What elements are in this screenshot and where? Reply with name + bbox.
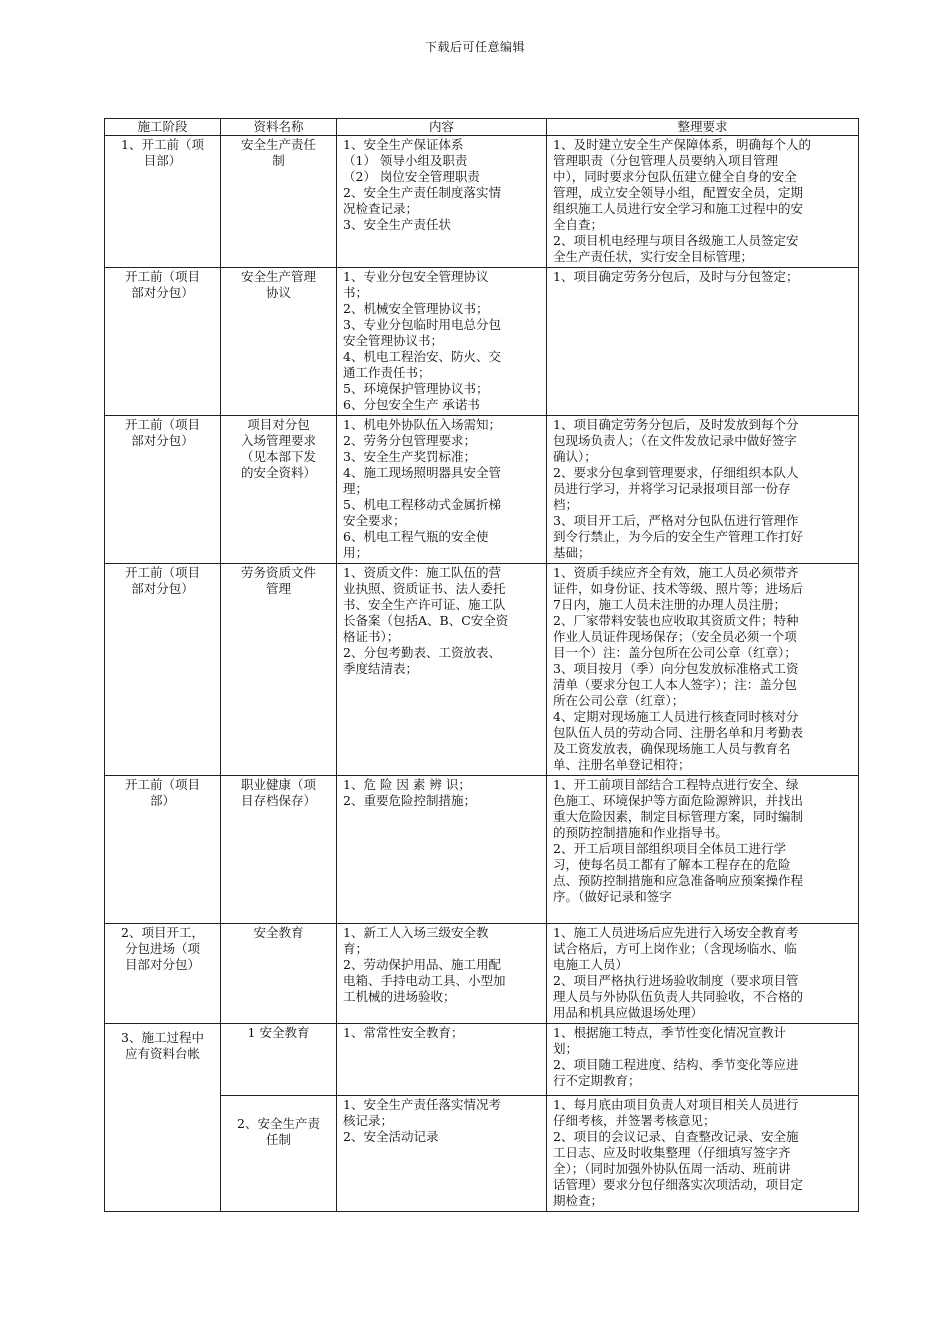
requirement-line: 试合格后，方可上岗作业；（含现场临水、临 [553, 941, 797, 956]
content-line: 安全要求； [343, 513, 406, 528]
stage-line: 部） [149, 793, 175, 808]
content-line: 3、安全生产奖罚标准； [343, 449, 476, 464]
content-line: 5、机电工程移动式金属折梯 [343, 497, 501, 512]
content-line: 4、机电工程治安、防火、交 [343, 349, 501, 364]
requirement-line: 1、项目确定劳务分包后，及时与分包签定； [553, 269, 799, 284]
content-cell [337, 564, 547, 776]
content-line: 6、分包安全生产 承诺书 [343, 397, 480, 412]
requirement-line: 4、定期对现场施工人员进行核查同时核对分 [553, 709, 799, 724]
document-name-cell [221, 776, 337, 924]
content-line: 1、专业分包安全管理协议 [343, 269, 489, 284]
content-line: 电箱、手持电动工具、小型加 [343, 973, 506, 988]
table-row [105, 136, 859, 268]
requirement-line: 序。（做好记录和签字 [553, 889, 672, 904]
requirement-line: 电施工人员） [553, 957, 629, 972]
content-line: 1、新工人入场三级安全教 [343, 925, 489, 940]
stage-line: 部对分包） [131, 581, 194, 596]
requirement-line: 1、项目确定劳务分包后，及时发放到每个分 [553, 417, 799, 432]
content-line: 长备案（包括A、B、C安全资 [343, 613, 509, 628]
requirement-line: 证件，如身份证、技术等级、照片等；进场后 [553, 581, 804, 596]
name-line: 任制 [265, 1132, 291, 1147]
header-content: 内容 [337, 119, 547, 136]
document-name-cell [221, 268, 337, 416]
requirement-line: 期检查； [553, 1193, 604, 1208]
requirement-line: 全生产责任状，实行安全目标管理； [553, 249, 754, 264]
name-line: 1 安全教育 [247, 1025, 310, 1040]
table-row [105, 268, 859, 416]
requirement-line: 目一个）注：盖分包所在公司公章（红章）； [553, 645, 797, 660]
table-row [105, 564, 859, 776]
content-line: （2） 岗位安全管理职责 [343, 169, 480, 184]
content-line: 用； [343, 545, 369, 560]
stage-cell [105, 416, 221, 564]
requirement-line: 1、每月底由项目负责人对项目相关人员进行 [553, 1097, 799, 1112]
requirement-line: 1、开工前项目部结合工程特点进行安全、绿 [553, 777, 799, 792]
content-line: 2、安全生产责任制度落实情 [343, 185, 501, 200]
stage-line: 3、施工过程中 [121, 1030, 204, 1045]
stage-line: 分包进场（项 [124, 941, 200, 956]
content-line: 格证书）； [343, 629, 400, 644]
content-line: 1、安全生产责任落实情况考 [343, 1097, 501, 1112]
document-name-cell [221, 564, 337, 776]
requirement-line: 仔细考核，并签署考核意见； [553, 1113, 716, 1128]
content-cell [337, 268, 547, 416]
stage-line: 2、项目开工， [121, 925, 204, 940]
table-row [105, 776, 859, 924]
stage-cell [105, 776, 221, 924]
name-line: 安全生产责任 [240, 137, 316, 152]
content-cell [337, 416, 547, 564]
requirement-line: 全自查； [553, 217, 604, 232]
table-row [105, 416, 859, 564]
table-row [105, 1024, 859, 1096]
requirement-line: 确认）； [553, 449, 597, 464]
requirement-line: 7日内，施工人员未注册的办理人员注册； [553, 597, 786, 612]
stage-line: 开工前（项目 [124, 417, 200, 432]
requirement-line: 及工资发放表，确保现场施工人员与教育名 [553, 741, 791, 756]
name-line: 目存档保存） [240, 793, 316, 808]
requirements-cell [547, 776, 859, 924]
name-line: 制 [272, 153, 285, 168]
content-line: 1、资质文件：施工队伍的营 [343, 565, 501, 580]
header-note: 下载后可任意编辑 [424, 40, 525, 54]
requirement-line: 管理，成立安全领导小组，配置安全员，定期 [553, 185, 804, 200]
requirements-cell [547, 268, 859, 416]
requirement-line: 理人员与外协队伍负责人共同验收，不合格的 [553, 989, 804, 1004]
content-cell [337, 924, 547, 1024]
content-line: （1） 领导小组及职责 [343, 153, 468, 168]
requirement-line: 单、注册名单登记相符； [553, 757, 691, 772]
requirement-line: 2、项目机电经理与项目各级施工人员签定安 [553, 233, 799, 248]
requirement-line: 到令行禁止，为今后的安全生产管理工作打好 [553, 529, 804, 544]
document-name-cell [221, 1096, 337, 1212]
requirement-line: 话管理）要求分包仔细落实次项活动，项目定 [553, 1177, 804, 1192]
content-line: 核记录； [343, 1113, 394, 1128]
table-body [105, 136, 859, 1212]
document-name-cell [221, 924, 337, 1024]
name-line: （见本部下发 [240, 449, 316, 464]
name-line: 安全生产管理 [240, 269, 316, 284]
name-line: 协议 [265, 285, 291, 300]
header-requirements: 整理要求 [547, 119, 859, 136]
stage-line: 开工前（项目 [124, 269, 200, 284]
requirement-line: 1、资质手续应齐全有效，施工人员必须带齐 [553, 565, 799, 580]
content-line: 4、施工现场照明器具安全管 [343, 465, 501, 480]
content-line: 书、安全生产许可证、施工队 [343, 597, 506, 612]
document-name-cell [221, 416, 337, 564]
content-line: 业执照、资质证书、法人委托 [343, 581, 506, 596]
content-line: 育； [343, 941, 369, 956]
table-row [105, 924, 859, 1024]
requirement-line: 的预防控制措施和作业指导书。 [553, 825, 729, 840]
requirement-line: 3、项目开工后，严格对分包队伍进行管理作 [553, 513, 799, 528]
requirements-cell [547, 564, 859, 776]
content-line: 5、环境保护管理协议书； [343, 381, 489, 396]
name-line: 劳务资质文件 [240, 565, 316, 580]
requirement-line: 重大危险因素，制定目标管理方案，同时编制 [553, 809, 804, 824]
requirement-line: 2、要求分包拿到管理要求，仔细组织本队人 [553, 465, 799, 480]
content-line: 2、劳动保护用品、施工用配 [343, 957, 501, 972]
requirement-line: 用品和机具应做退场处理） [553, 1005, 704, 1020]
requirement-line: 包队伍人员的劳动合同、注册名单和月考勤表 [553, 725, 804, 740]
content-cell [337, 1096, 547, 1212]
requirement-line: 3、项目按月（季）向分包发放标准格式工资 [553, 661, 799, 676]
requirement-line: 基础； [553, 545, 591, 560]
stage-line: 应有资料台帐 [124, 1046, 200, 1061]
requirement-line: 色施工、环境保护等方面危险源辨识，并找出 [553, 793, 804, 808]
content-cell [337, 136, 547, 268]
document-name-cell [221, 136, 337, 268]
content-line: 理； [343, 481, 369, 496]
requirement-line: 习，使每名员工都有了解本工程存在的危险 [553, 857, 791, 872]
content-line: 3、专业分包临时用电总分包 [343, 317, 501, 332]
content-line: 2、劳务分包管理要求； [343, 433, 476, 448]
content-line: 季度结清表； [343, 661, 419, 676]
content-line: 2、安全活动记录 [343, 1129, 439, 1144]
content-line: 书； [343, 285, 369, 300]
content-line: 通工作责任书； [343, 365, 431, 380]
name-line: 管理 [265, 581, 291, 596]
safety-document-table [104, 118, 859, 1212]
header-name: 资料名称 [221, 119, 337, 136]
stage-cell [105, 564, 221, 776]
content-line: 工机械的进场验收； [343, 989, 456, 1004]
content-line: 2、重要危险控制措施； [343, 793, 476, 808]
requirement-line: 1、施工人员进场后应先进行入场安全教育考 [553, 925, 799, 940]
stage-line: 目部） [143, 153, 182, 168]
content-line: 1、机电外协队伍入场需知； [343, 417, 501, 432]
name-line: 项目对分包 [247, 417, 310, 432]
requirements-cell [547, 136, 859, 268]
content-line: 1、常常性安全教育； [343, 1025, 464, 1040]
content-line: 3、安全生产责任状 [343, 217, 451, 232]
requirement-line: 包现场负责人；（在文件发放记录中做好签字 [553, 433, 797, 448]
requirement-line: 1、根据施工特点，季节性变化情况宣教计 [553, 1025, 786, 1040]
requirement-line: 划； [553, 1041, 579, 1056]
requirement-line: 组织施工人员进行安全学习和施工过程中的安 [553, 201, 804, 216]
name-line: 职业健康（项 [240, 777, 316, 792]
requirements-cell [547, 1096, 859, 1212]
header-stage: 施工阶段 [105, 119, 221, 136]
requirements-cell [547, 924, 859, 1024]
document-name-cell [221, 1024, 337, 1096]
content-line: 6、机电工程气瓶的安全使 [343, 529, 489, 544]
name-line: 2、安全生产责 [237, 1116, 320, 1131]
stage-line: 开工前（项目 [124, 565, 200, 580]
requirement-line: 清单（要求分包工人本人签字）；注：盖分包 [553, 677, 797, 692]
name-line: 安全教育 [253, 925, 304, 940]
requirements-cell [547, 416, 859, 564]
requirement-line: 2、项目的会议记录、自查整改记录、安全施 [553, 1129, 799, 1144]
stage-cell [105, 1024, 221, 1212]
requirement-line: 2、厂家带料安装也应收取其资质文件；特种 [553, 613, 799, 628]
content-line: 2、机械安全管理协议书； [343, 301, 489, 316]
requirement-line: 2、开工后项目部组织项目全体员工进行学 [553, 841, 786, 856]
requirement-line: 管理职责（分包管理人员要纳入项目管理 [553, 153, 779, 168]
requirement-line: 行不定期教育； [553, 1073, 641, 1088]
requirement-line: 作业人员证件现场保存；（安全员必须一个项 [553, 629, 797, 644]
stage-line: 1、开工前（项 [121, 137, 204, 152]
name-line: 入场管理要求 [240, 433, 316, 448]
stage-line: 开工前（项目 [124, 777, 200, 792]
content-line: 安全管理协议书； [343, 333, 444, 348]
name-line: 的安全资料） [240, 465, 316, 480]
requirement-line: 中），同时要求分包队伍建立健全自身的安全 [553, 169, 797, 184]
stage-cell [105, 268, 221, 416]
table-header-row [105, 119, 859, 136]
requirement-line: 1、及时建立安全生产保障体系，明确每个人的 [553, 137, 811, 152]
content-line: 1、安全生产保证体系 [343, 137, 464, 152]
requirement-line: 员进行学习，并将学习记录报项目部一份存 [553, 481, 791, 496]
content-line: 1、危 险 因 素 辨 识； [343, 777, 471, 792]
requirement-line: 2、项目严格执行进场验收制度（要求项目管 [553, 973, 799, 988]
stage-line: 目部对分包） [124, 957, 200, 972]
requirement-line: 2、项目随工程进度、结构、季节变化等应进 [553, 1057, 799, 1072]
requirement-line: 工日志、应及时收集整理（仔细填写签字齐 [553, 1145, 791, 1160]
stage-line: 部对分包） [131, 285, 194, 300]
requirements-cell [547, 1024, 859, 1096]
stage-cell [105, 136, 221, 268]
stage-cell [105, 924, 221, 1024]
requirement-line: 点、预防控制措施和应急准备响应预案操作程 [553, 873, 804, 888]
content-cell [337, 776, 547, 924]
content-cell [337, 1024, 547, 1096]
stage-line: 部对分包） [131, 433, 194, 448]
content-line: 2、分包考勤表、工资放表、 [343, 645, 501, 660]
content-line: 况检查记录； [343, 201, 419, 216]
requirement-line: 全）；（同时加强外协队伍周一活动、班前讲 [553, 1161, 791, 1176]
requirement-line: 所在公司公章（红章）； [553, 693, 685, 708]
requirement-line: 档； [553, 497, 579, 512]
